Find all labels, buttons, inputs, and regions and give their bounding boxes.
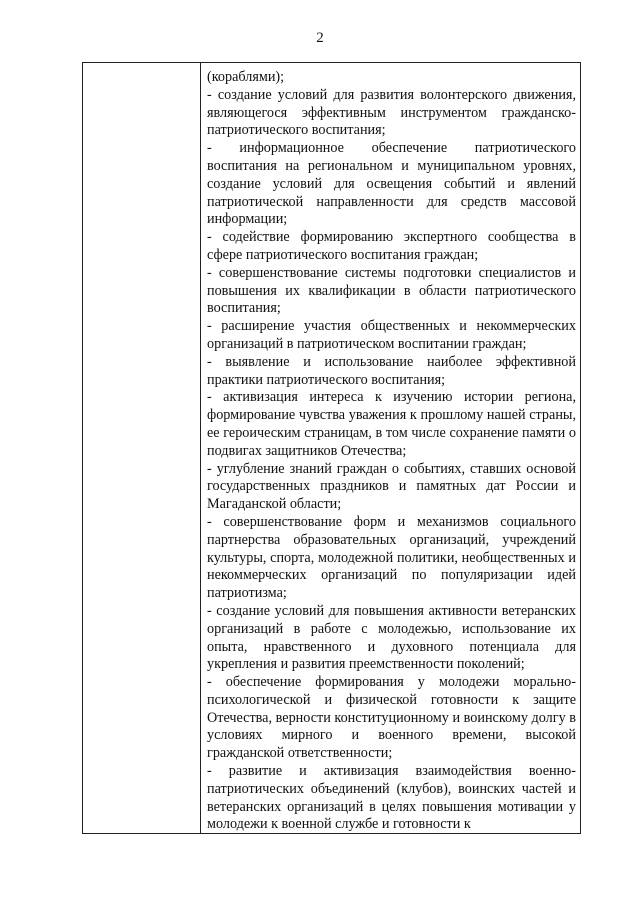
list-item: - совершенствование системы подготовки специалистов и повышения их квалификации в области патриотического воспитания; (207, 264, 576, 317)
table-left-cell (83, 63, 201, 833)
list-item: - содействие формированию экспертного сообщества в сфере патриотического воспитания граждан; (207, 229, 576, 263)
list-item: - активизация интереса к изучению истории региона, формирование чувства уважения к прошлому нашей страны, ее героическим страницам, в том числе сохранение памяти о подвигах защитников Отечества; (207, 389, 576, 459)
list-item: - создание условий для развития волонтерского движения, являющегося эффективным инструментом гражданско-патриотического воспитания; (207, 86, 576, 139)
list-item: - расширение участия общественных и некоммерческих организаций в патриотическом воспитании граждан; (207, 318, 576, 352)
list-item: - углубление знаний граждан о событиях, ставших основой государственных праздников и памятных дат России и Магаданской области; (207, 460, 576, 513)
list-item: - информационное обеспечение патриотического воспитания на региональном и муниципальном уровнях, создание условий для освещения событий и явлений патриотической направленности для средств массовой информации; (207, 140, 576, 228)
list-item: - развитие и активизация взаимодействия военно-патриотических объединений (клубов), воинских частей и ветеранских организаций в целях повышения мотивации у молодежи к военной службе и готовности к (207, 763, 576, 833)
list-item: - обеспечение формирования у молодежи морально-психологической и физической готовности к защите Отечества, верности конституционному и воинскому долгу в условиях мирного и военного времени, высокой гражданской ответственности; (207, 674, 576, 762)
list-item: - выявление и использование наиболее эффективной практики патриотического воспитания; (207, 353, 576, 388)
table-right-cell (201, 63, 580, 833)
content-table (82, 62, 581, 834)
page-number: 2 (316, 30, 324, 46)
list-item: (кораблями); (207, 69, 285, 85)
list-item: - совершенствование форм и механизмов социального партнерства образовательных организаций, учреждений культуры, спорта, молодежной политики, необщественных и некоммерческих организаций по популяризации идей патриотизма; (207, 513, 576, 602)
list-item: - создание условий для повышения активности ветеранских организаций в работе с молодежью, использование их опыта, нравственного и духовного потенциала для укрепления и развития преемственности поколений; (207, 602, 576, 673)
